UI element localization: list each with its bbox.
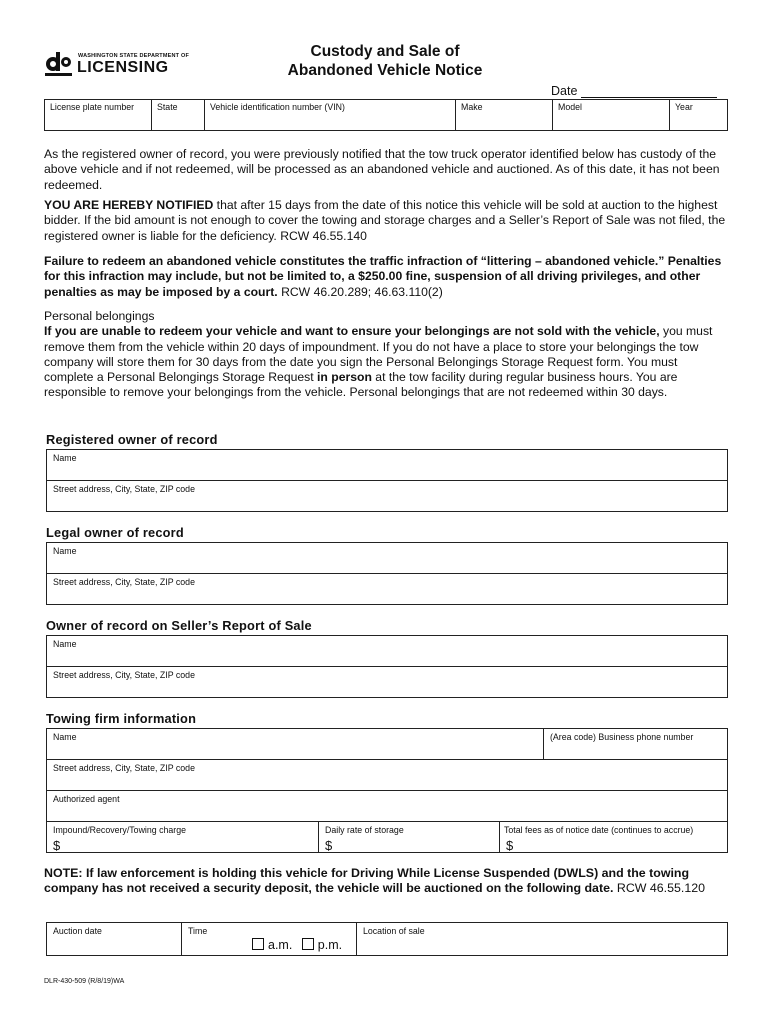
state-cell[interactable] [152, 100, 205, 131]
name-label: Name [53, 453, 77, 463]
legal-owner-address-field[interactable] [47, 574, 727, 604]
vin-cell[interactable] [205, 100, 456, 131]
title-line-1: Custody and Sale of [310, 43, 460, 60]
license-plate-label: License plate number [50, 102, 135, 112]
section-legal-owner: Legal owner of record [46, 525, 184, 540]
section-registered-owner: Registered owner of record [46, 432, 218, 447]
impound-charge-label: Impound/Recovery/Towing charge [53, 825, 187, 835]
am-label: a.m. [268, 938, 293, 952]
name-label: Name [53, 639, 77, 649]
section-seller-report-owner: Owner of record on Seller’s Report of Sale [46, 618, 312, 633]
street-label: Street address, City, State, ZIP code [53, 577, 195, 587]
section-towing-firm: Towing firm information [46, 711, 197, 726]
vehicle-info-table [44, 99, 728, 131]
pm-checkbox[interactable] [302, 938, 314, 950]
towing-name-field[interactable] [47, 729, 544, 759]
authorized-agent-field[interactable] [47, 791, 727, 822]
authorized-agent-label: Authorized agent [53, 794, 120, 804]
auction-time-field[interactable] [182, 923, 357, 955]
street-label: Street address, City, State, ZIP code [53, 484, 195, 494]
title-line-2: Abandoned Vehicle Notice [287, 62, 483, 79]
year-label: Year [675, 102, 693, 112]
seller-owner-name-field[interactable] [47, 636, 727, 667]
registered-owner-name-field[interactable] [47, 450, 727, 481]
page-title [230, 42, 540, 80]
state-label: State [157, 102, 178, 112]
vin-label: Vehicle identification number (VIN) [210, 102, 345, 112]
hereby-notified-bold: YOU ARE HEREBY NOTIFIED [44, 198, 214, 212]
date-input-line[interactable] [581, 85, 717, 98]
sale-location-label: Location of sale [363, 926, 425, 936]
seller-report-owner-box [46, 635, 728, 698]
belongings-end: at the tow facility during regular business hours. You are responsible to remove your belongings from the vehicle. Personal belongings that are not redeemed within 30 days. [44, 370, 678, 400]
failure-bold: Failure to redeem an abandoned vehicle constitutes the traffic infraction of “littering – abandoned vehicle.” Penalties for this infraction may include, but not be limited to, a $250.00 fine, suspension of all driving privileges, and other penalties as may be imposed by a court. [44, 254, 722, 299]
daily-storage-dollar-sign: $ [325, 838, 333, 853]
charges-row [47, 822, 727, 852]
paragraph-previously-notified: As the registered owner of record, you were previously notified that the tow truck operator identified below has custody of the above vehicle and if not redeemed, will be processed as an abandoned vehicle and auctioned. As of this date, it has not been redeemed. [44, 147, 720, 192]
paragraph-personal-belongings [44, 309, 728, 401]
registered-owner-address-field[interactable] [47, 481, 727, 511]
registered-owner-box [46, 449, 728, 512]
failure-rcw: RCW 46.20.289; 46.63.110(2) [277, 284, 443, 299]
legal-owner-box [46, 542, 728, 605]
license-plate-cell[interactable] [45, 100, 152, 131]
towing-firm-box [46, 728, 728, 853]
hereby-notified-text: that after 15 days from the date of this notice this vehicle will be sold at auction to the highest bidder. If the bid amount is not enough to cover the towing and storage charges and a Seller’s Report of Sale was not filed, the registered owner is liable for the deficiency. RCW 46.55.140 [44, 198, 726, 243]
sale-location-field[interactable] [357, 923, 727, 955]
paragraph-failure-to-redeem [44, 254, 728, 300]
make-cell[interactable] [456, 100, 553, 131]
street-label: Street address, City, State, ZIP code [53, 670, 195, 680]
logo-department: WASHINGTON STATE DEPARTMENT OF [78, 53, 190, 59]
note-rcw: RCW 46.55.120 [613, 881, 706, 896]
business-phone-field[interactable] [544, 729, 727, 759]
daily-storage-label: Daily rate of storage [325, 825, 404, 835]
logo-name: LICENSING [77, 59, 169, 76]
impound-dollar-sign: $ [53, 838, 61, 853]
date-label: Date [551, 84, 578, 98]
paragraph-hereby-notified [44, 198, 728, 244]
personal-belongings-heading: Personal belongings [44, 309, 155, 323]
dol-logo-icon [44, 50, 74, 78]
belongings-in-person: in person [317, 370, 372, 385]
auction-date-field[interactable] [47, 923, 182, 955]
belongings-text: you must remove them from the vehicle within 20 days of impoundment. If you do not have a place to store your belongings the tow company will store them for 30 days from the date you sign the Personal Belongings Storage Request form. You must complete a Personal Belongings Storage Request [44, 324, 713, 385]
dol-logo [44, 50, 194, 80]
seller-owner-address-field[interactable] [47, 667, 727, 697]
auction-box [46, 922, 728, 956]
daily-storage-field[interactable] [319, 822, 500, 852]
business-phone-label: (Area code) Business phone number [550, 732, 694, 742]
total-fees-field[interactable] [500, 822, 727, 852]
towing-name-row [47, 729, 727, 760]
auction-time-label: Time [188, 926, 208, 936]
date-field[interactable] [551, 84, 717, 98]
note-dwls [44, 866, 728, 897]
pm-label: p.m. [317, 938, 343, 952]
belongings-bold: If you are unable to redeem your vehicle and want to ensure your belongings are not sold with the vehicle, [44, 324, 660, 339]
towing-address-field[interactable] [47, 760, 727, 791]
make-label: Make [461, 102, 483, 112]
total-fees-dollar-sign: $ [506, 838, 514, 853]
legal-owner-name-field[interactable] [47, 543, 727, 574]
am-pm-options [252, 938, 342, 952]
impound-charge-field[interactable] [47, 822, 319, 852]
name-label: Name [53, 732, 77, 742]
street-label: Street address, City, State, ZIP code [53, 763, 195, 773]
am-checkbox[interactable] [252, 938, 264, 950]
model-cell[interactable] [553, 100, 670, 131]
total-fees-label: Total fees as of notice date (continues to accrue) [504, 825, 694, 835]
auction-date-label: Auction date [53, 926, 102, 936]
note-bold: NOTE: If law enforcement is holding this vehicle for Driving While License Suspended (DWLS) and the towing company has not received a security deposit, the vehicle will be auctioned on the following date. [44, 866, 690, 896]
name-label: Name [53, 546, 77, 556]
year-cell[interactable] [670, 100, 728, 131]
form-number: DLR-430-509 (R/8/19)WA [44, 978, 125, 985]
model-label: Model [558, 102, 582, 112]
